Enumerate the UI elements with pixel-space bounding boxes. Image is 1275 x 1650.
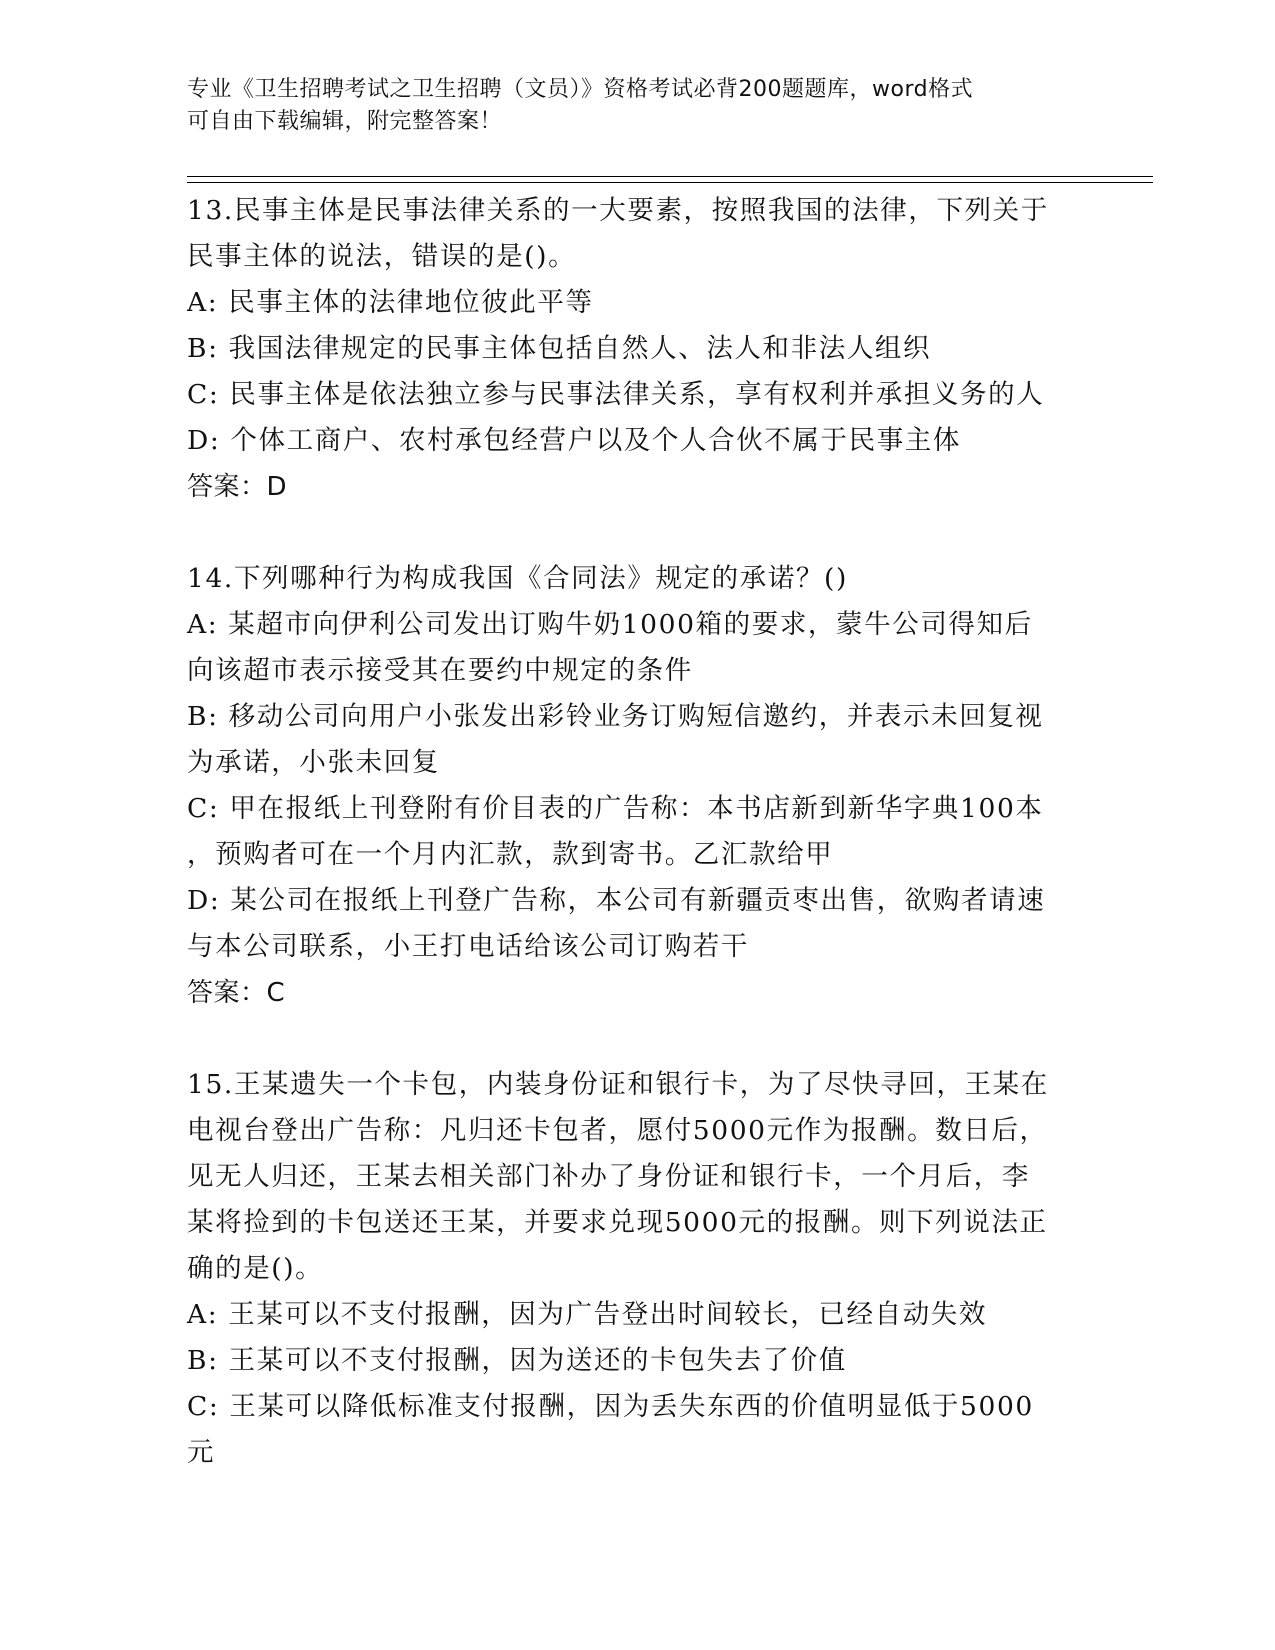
option-b: B: 移动公司向用户小张发出彩铃业务订购短信邀约，并表示未回复视 (187, 701, 1044, 732)
option-a: A: 王某可以不支付报酬，因为广告登出时间较长，已经自动失效 (187, 1299, 987, 1330)
answer-label: 答案：C (187, 978, 286, 1008)
option-b-continued: 为承诺，小张未回复 (187, 747, 440, 778)
option-a-continued: 向该超市表示接受其在要约中规定的条件 (187, 655, 693, 686)
question-15 (187, 1062, 1077, 1476)
header-divider-bottom (187, 182, 1153, 183)
option-d: D: 某公司在报纸上刊登广告称，本公司有新疆贡枣出售，欲购者请速 (187, 885, 1046, 916)
question-14 (187, 556, 1077, 1016)
question-stem-line: 电视台登出广告称：凡归还卡包者，愿付5000元作为报酬。数日后， (187, 1115, 1048, 1146)
answer-label: 答案：D (187, 472, 288, 502)
option-c: C: 民事主体是依法独立参与民事法律关系，享有权利并承担义务的人 (187, 379, 1045, 410)
option-b: B: 王某可以不支付报酬，因为送还的卡包失去了价值 (187, 1345, 847, 1376)
option-d-continued: 与本公司联系，小王打电话给该公司订购若干 (187, 931, 749, 962)
header-line-2: 可自由下载编辑，附完整答案！ (187, 109, 503, 134)
option-b: B: 我国法律规定的民事主体包括自然人、法人和非法人组织 (187, 333, 932, 364)
question-13 (187, 188, 1077, 510)
option-c-continued: ，预购者可在一个月内汇款，款到寄书。乙汇款给甲 (187, 839, 834, 870)
question-stem-line: 民事主体的说法，错误的是()。 (187, 241, 577, 272)
option-c-continued: 元 (187, 1437, 216, 1468)
question-stem-line: 确的是()。 (187, 1253, 324, 1284)
option-d: D: 个体工商户、农村承包经营户以及个人合伙不属于民事主体 (187, 425, 961, 456)
question-stem-line: 14.下列哪种行为构成我国《合同法》规定的承诺？() (187, 563, 848, 594)
document-header (187, 74, 1067, 138)
question-stem-line: 见无人归还，王某去相关部门补办了身份证和银行卡，一个月后，李 (187, 1161, 1030, 1192)
option-c: C: 甲在报纸上刊登附有价目表的广告称：本书店新到新华字典100本 (187, 793, 1044, 824)
header-divider-top (187, 176, 1153, 177)
option-a: A: 民事主体的法律地位彼此平等 (187, 287, 594, 318)
header-line-1: 专业《卫生招聘考试之卫生招聘（文员）》资格考试必背200题题库，word格式 (187, 77, 974, 102)
question-spacer (187, 510, 1077, 556)
question-stem-line: 13.民事主体是民事法律关系的一大要素，按照我国的法律，下列关于 (187, 195, 1049, 226)
option-a: A: 某超市向伊利公司发出订购牛奶1000箱的要求，蒙牛公司得知后 (187, 609, 1033, 640)
question-spacer (187, 1016, 1077, 1062)
question-stem-line: 15.王某遗失一个卡包，内装身份证和银行卡，为了尽快寻回，王某在 (187, 1069, 1049, 1100)
question-list (187, 188, 1077, 1476)
option-c: C: 王某可以降低标准支付报酬，因为丢失东西的价值明显低于5000 (187, 1391, 1034, 1422)
question-stem-line: 某将捡到的卡包送还王某，并要求兑现5000元的报酬。则下列说法正 (187, 1207, 1048, 1238)
